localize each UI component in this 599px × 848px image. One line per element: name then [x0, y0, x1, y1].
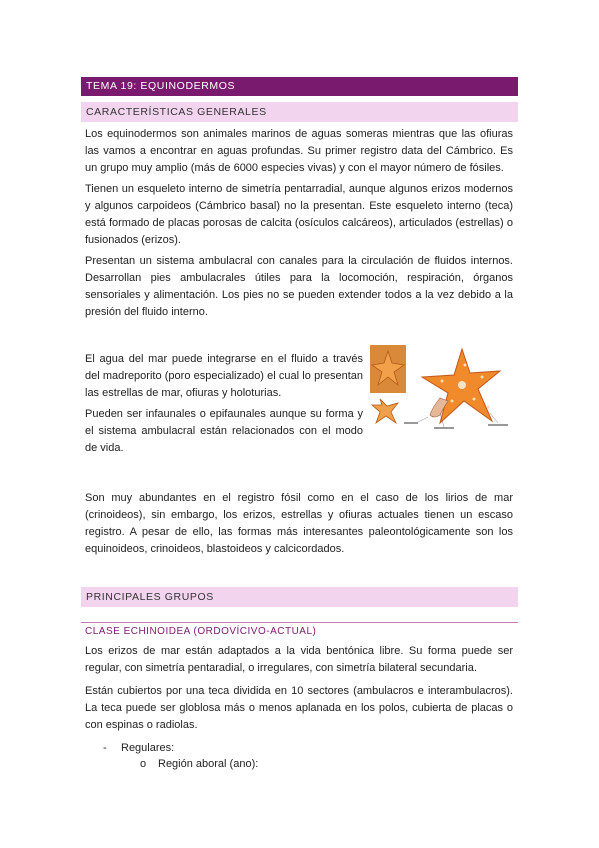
circle-bullet: o — [140, 758, 147, 770]
paragraph-infaunal: Pueden ser infaunales o epifaunales aunque su forma y el sistema ambulacral están relacionados con el modo de vida. — [85, 408, 363, 454]
paragraph-teca: Están cubiertos por una teca dividida en 10 sectores (ambulacros e interambulacros). La teca puede ser globlosa más o menos aplanada en los polos, cubierta de placas o con espinas o radiolas. — [85, 685, 513, 731]
paragraph-skeleton: Tienen un esqueleto interno de simetría pentarradial, aunque algunos erizos modernos y algunos carpoideos (Cámbrico basal) no la presentan. Este esqueleto interno (teca) está formado de placas porosas de calcita (osículos calcáreos), articulados (estrellas) o fusionados (erizos). — [85, 183, 513, 246]
list-subitem-aboral — [140, 756, 258, 772]
paragraph-ambulacral: Presentan un sistema ambulacral con canales para la circulación de fluidos internos. Desarrollan pies ambulacrales útiles para la locomoción, respiración, órganos sensoriales y alimentación. Los pies no se pueden extender todos a la vez debido a la presión del fluido interno. — [85, 255, 513, 318]
dash-bullet: - — [103, 742, 107, 754]
section-heading-caracteristicas: CARACTERÍSTICAS GENERALES — [81, 102, 518, 122]
starfish-figure — [370, 343, 515, 433]
list-item-regulares — [103, 740, 174, 756]
paragraph-registro-fosil: Son muy abundantes en el registro fósil como en el caso de los lirios de mar (crinoideos), sin embargo, los erizos, estrellas y ofiuras actuales tienen un escaso registro. A pesar de ello, las formas más interesantes paleontológicamente son los equinoideos, crinoideos, blastoideos y calcicordados. — [85, 492, 513, 555]
section-heading-grupos: PRINCIPALES GRUPOS — [81, 587, 518, 607]
paragraph-madreporito: El agua del mar puede integrarse en el fluido a través del madreporito (poro especializado) el cual lo presentan las estrellas de mar, ofiuras y holoturias. — [85, 353, 363, 399]
subheading-echinoidea: CLASE ECHINOIDEA (ORDOVÍCIVO-ACTUAL) — [85, 626, 317, 637]
list-subitem-label: Región aboral (ano): — [158, 758, 259, 770]
paragraph-erizos: Los erizos de mar están adaptados a la vida bentónica libre. Su forma puede ser regular, con simetría pentaradial, o irregulares, con simetría bilateral secundaria. — [85, 645, 513, 674]
page-title: TEMA 19: EQUINODERMOS — [81, 77, 518, 96]
starfish-illustration-icon — [370, 343, 515, 433]
subheading-rule — [81, 622, 518, 623]
list-item-label: Regulares: — [121, 742, 175, 754]
paragraph-intro: Los equinodermos son animales marinos de aguas someras mientras que las ofiuras las vamos a encontrar en aguas profundas. Su primer registro data del Cámbrico. Es un grupo muy amplio (más de 6000 especies vivas) y con el mayor número de fósiles. — [85, 128, 513, 174]
